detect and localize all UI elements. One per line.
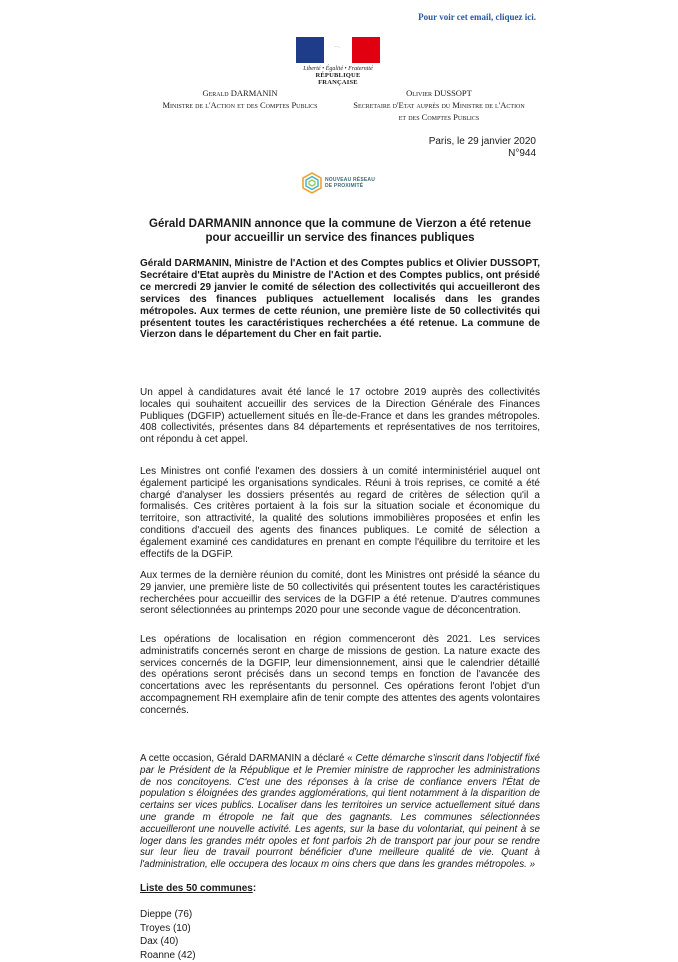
- hexagon-logo-icon: [302, 172, 322, 194]
- press-date: Paris, le 29 janvier 2020: [429, 136, 536, 148]
- minister-right: [340, 87, 538, 123]
- paragraph-committee: Les Ministres ont confié l'examen des dossiers à un comité interministériel auquel ont également participé les organisations syndicales. Réuni à trois reprises, ce comité a été chargé d'analyser les dossiers présentés au regard de critères de sélection qu'il a formalisés. Ces critères portaient à la fois sur la situation sociale et économique du territoire, son attractivité, la qualité des solutions immobilières proposées et enfin les conditions d'accueil des agents des finances publiques. Le comité de sélection a également examiné ces candidatures en prenant en compte l'équilibre du territoire et les effectifs de la DGFiP.: [140, 466, 540, 560]
- republique-francaise-text: RÉPUBLIQUE FRANÇAISE: [296, 72, 380, 86]
- republique-flag-icon: [296, 37, 380, 63]
- nouveau-reseau-logo: [302, 172, 375, 194]
- minister-right-title-2: et des Comptes Publics: [340, 111, 538, 123]
- quote-intro: A cette occasion, Gérald DARMANIN a déclaré «: [140, 753, 355, 764]
- list-item: Roanne (42): [140, 949, 196, 962]
- list-item: Dax (40): [140, 935, 196, 949]
- paragraph-operations: Les opérations de localisation en région commenceront dès 2021. Les services administratifs concernés seront en charge de missions de gestion. La nature exacte des services concernés de la DGFIP, leur dimensionnement, ainsi que le calendrier détaillé des opérations seront précisés dans un second temps en fonction de l'avancée des concertations avec les représentants du personnel. Ces opérations feront l'objet d'un accompagnement RH exemplaire afin de tenir compte des attentes des agents volontaires concernés.: [140, 634, 540, 717]
- minister-right-name: Olivier DUSSOPT: [340, 87, 538, 99]
- lead-paragraph: Gérald DARMANIN, Ministre de l'Action et des Comptes publics et Olivier DUSSOPT, Secrétaire d'Etat auprès du Ministre de l'Action et des Comptes publics, ont présidé ce mercredi 29 janvier le comité de sélection des collectivités qui accueilleront des services des finances publiques actuellement localisés dans les grandes métropoles. Aux termes de cette réunion, une première liste de 50 collectivités qui présentent toutes les caractéristiques recherchées a été retenue. La commune de Vierzon dans le département du Cher en fait partie.: [140, 258, 540, 341]
- nrp-line-2: DE PROXIMITÉ: [325, 183, 375, 189]
- paragraph-selection: Aux termes de la dernière réunion du comité, dont les Ministres ont présidé la séance du 29 janvier, une première liste de 50 collectivités qui présentent toutes les caractéristiques recherchées pour accueillir des services de la DGFIP a été retenue. D'autres communes seront sélectionnées au printemps 2020 pour une seconde vague de déconcentration.: [140, 570, 540, 617]
- communes-list: [140, 908, 196, 962]
- communes-list-title-text: Liste des 50 communes: [140, 883, 253, 894]
- list-item: Dieppe (76): [140, 908, 196, 922]
- view-in-browser-link[interactable]: Pour voir cet email, cliquez ici.: [418, 12, 536, 22]
- communes-list-title: [140, 883, 256, 894]
- minister-left: [150, 87, 330, 111]
- quote-text: Cette démarche s'inscrit dans l'objectif fixé par le Président de la République et le Premier ministre de rapprocher les administrations de nos concitoyens. C'est une des réponses à la crise de confiance envers l'État de population s éloignées des grandes agglomérations, qui tient notamment à la disparition de certains ser vices publics. Localiser dans les territoires un service actuellement situé dans une grande m étropole ne fait que des gagnants. Les communes sélectionnées accueilleront une nouvelle activité. Les agents, sur la base du volontariat, qui peinent à se loger dans les grandes métr opoles et font parfois 2h de transport par jour pour se rendre sur leur lieu de travail pourront bénéficier d'une meilleure qualité de vie. Quant à l'administration, elle occupera des locaux m oins chers que dans les grandes métropoles. »: [140, 753, 540, 870]
- date-block: [429, 136, 536, 160]
- marianne-logo: [296, 37, 380, 86]
- minister-right-title-1: Secretaire d'Etat auprès du Ministre de l'Action: [340, 99, 538, 111]
- nrp-line-1: NOUVEAU RÉSEAU: [325, 177, 375, 183]
- press-release-title: Gérald DARMANIN annonce que la commune de Vierzon a été retenue pour accueillir un service des finances publiques: [140, 217, 540, 245]
- press-number: N°944: [429, 148, 536, 160]
- motto-text: Liberté • Égalité • Fraternité: [296, 66, 380, 72]
- minister-left-name: Gerald DARMANIN: [150, 87, 330, 99]
- paragraph-call-for-applications: Un appel à candidatures avait été lancé le 17 octobre 2019 auprès des collectivités locales qui souhaitent accueillir des services de la Direction Générale des Finances Publiques (DGFIP) actuellement situés en Île-de-France et dans les grandes métropoles. 408 collectivités, présentes dans 84 départements et représentatives de nos territoires, ont répondu à cet appel.: [140, 387, 540, 446]
- nrp-logo-text: [325, 177, 375, 189]
- communes-list-title-suffix: :: [253, 883, 256, 894]
- list-item: Troyes (10): [140, 922, 196, 936]
- paragraph-quote: [140, 753, 540, 871]
- minister-left-title: Ministre de l'Action et des Comptes Publics: [150, 99, 330, 111]
